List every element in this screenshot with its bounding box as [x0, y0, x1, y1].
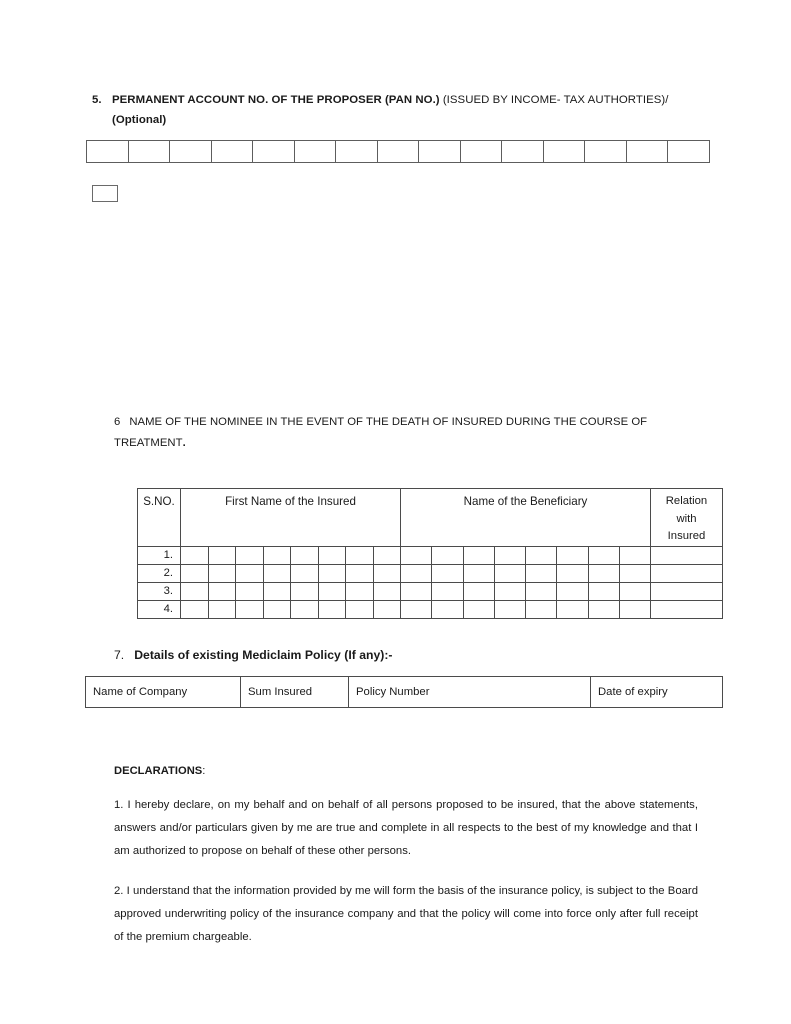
- nominee-beneficiary-field-1[interactable]: [401, 546, 651, 564]
- section-6-period: .: [182, 437, 186, 449]
- pan-cell-11[interactable]: [502, 141, 544, 162]
- beneficiary-cell-2-6[interactable]: [557, 565, 588, 582]
- insured-cell-3-5[interactable]: [291, 583, 319, 600]
- insured-cell-1-1[interactable]: [181, 547, 209, 564]
- insured-cell-4-4[interactable]: [264, 601, 292, 618]
- mediclaim-policy-table: [85, 676, 723, 708]
- insured-cell-2-5[interactable]: [291, 565, 319, 582]
- pan-cell-15[interactable]: [668, 141, 709, 162]
- nominee-header-beneficiary: Name of the Beneficiary: [401, 489, 651, 547]
- insured-cell-4-2[interactable]: [209, 601, 237, 618]
- insured-cell-4-3[interactable]: [236, 601, 264, 618]
- beneficiary-comb-row-1[interactable]: [401, 547, 650, 564]
- beneficiary-cell-4-4[interactable]: [495, 601, 526, 618]
- section-5-title-regular: (ISSUED BY INCOME- TAX AUTHORTIES)/: [439, 94, 669, 106]
- beneficiary-cell-1-4[interactable]: [495, 547, 526, 564]
- section-5-number: 5.: [92, 94, 102, 106]
- insured-cell-3-4[interactable]: [264, 583, 292, 600]
- section-5-title-bold: PERMANENT ACCOUNT NO. OF THE PROPOSER (PAN NO.): [112, 94, 440, 106]
- beneficiary-cell-4-8[interactable]: [620, 601, 650, 618]
- insured-cell-3-7[interactable]: [346, 583, 374, 600]
- insured-cell-1-8[interactable]: [374, 547, 401, 564]
- declarations-title: [114, 765, 698, 777]
- declarations-section: [114, 765, 698, 949]
- insured-cell-4-1[interactable]: [181, 601, 209, 618]
- insured-cell-3-1[interactable]: [181, 583, 209, 600]
- section-5-heading: [92, 90, 710, 130]
- beneficiary-cell-3-4[interactable]: [495, 583, 526, 600]
- pan-cell-1[interactable]: [87, 141, 129, 162]
- beneficiary-cell-3-3[interactable]: [464, 583, 495, 600]
- pan-cell-2[interactable]: [129, 141, 171, 162]
- beneficiary-cell-1-3[interactable]: [464, 547, 495, 564]
- beneficiary-comb-row-2[interactable]: [401, 565, 650, 582]
- beneficiary-cell-1-8[interactable]: [620, 547, 650, 564]
- table-row: [138, 546, 723, 564]
- insured-cell-2-7[interactable]: [346, 565, 374, 582]
- beneficiary-cell-4-1[interactable]: [401, 601, 432, 618]
- nominee-row-sno-2: 2.: [138, 564, 181, 582]
- mediclaim-header-4[interactable]: Date of expiry: [591, 677, 723, 708]
- nominee-relation-field-2[interactable]: [651, 564, 723, 582]
- insured-comb-row-4[interactable]: [181, 601, 400, 618]
- relation-line-2: with: [676, 512, 697, 525]
- beneficiary-cell-3-6[interactable]: [557, 583, 588, 600]
- insured-cell-3-8[interactable]: [374, 583, 401, 600]
- pan-cell-7[interactable]: [336, 141, 378, 162]
- insured-comb-row-1[interactable]: [181, 547, 400, 564]
- insured-cell-2-4[interactable]: [264, 565, 292, 582]
- nominee-beneficiary-field-4[interactable]: [401, 600, 651, 618]
- beneficiary-cell-2-1[interactable]: [401, 565, 432, 582]
- insured-cell-2-3[interactable]: [236, 565, 264, 582]
- insured-cell-1-2[interactable]: [209, 547, 237, 564]
- section-5-line: [92, 90, 710, 130]
- beneficiary-cell-1-7[interactable]: [589, 547, 620, 564]
- insured-comb-row-3[interactable]: [181, 583, 400, 600]
- nominee-header-first-name: First Name of the Insured: [181, 489, 401, 547]
- beneficiary-cell-1-6[interactable]: [557, 547, 588, 564]
- pan-cell-8[interactable]: [378, 141, 420, 162]
- insured-comb-row-2[interactable]: [181, 565, 400, 582]
- nominee-table: [137, 488, 723, 619]
- insured-cell-2-6[interactable]: [319, 565, 347, 582]
- section-5-optional-label: (Optional): [112, 114, 167, 126]
- pan-cell-3[interactable]: [170, 141, 212, 162]
- beneficiary-cell-2-2[interactable]: [432, 565, 463, 582]
- table-row: [138, 582, 723, 600]
- insured-cell-1-6[interactable]: [319, 547, 347, 564]
- table-row: [138, 600, 723, 618]
- pan-cell-4[interactable]: [212, 141, 254, 162]
- pan-cell-6[interactable]: [295, 141, 337, 162]
- beneficiary-cell-2-8[interactable]: [620, 565, 650, 582]
- beneficiary-cell-4-2[interactable]: [432, 601, 463, 618]
- nominee-header-relation: [651, 489, 723, 547]
- insured-cell-1-4[interactable]: [264, 547, 292, 564]
- pan-declaration-checkbox[interactable]: [92, 185, 118, 202]
- nominee-table-header-row: [138, 489, 723, 547]
- beneficiary-cell-3-8[interactable]: [620, 583, 650, 600]
- insured-cell-4-5[interactable]: [291, 601, 319, 618]
- nominee-insured-field-4[interactable]: [181, 600, 401, 618]
- declaration-paragraph-2: 2. I understand that the information provided by me will form the basis of the insurance policy, is subject to the Board approved underwriting policy of the insurance company and that the policy will come into force only after full receipt of the premium chargeable.: [114, 885, 698, 943]
- nominee-relation-field-3[interactable]: [651, 582, 723, 600]
- mediclaim-header-row: [86, 677, 723, 708]
- nominee-beneficiary-field-3[interactable]: [401, 582, 651, 600]
- insured-cell-1-3[interactable]: [236, 547, 264, 564]
- nominee-insured-field-2[interactable]: [181, 564, 401, 582]
- relation-line-3: Insured: [667, 530, 706, 542]
- pan-cell-5[interactable]: [253, 141, 295, 162]
- beneficiary-comb-row-4[interactable]: [401, 601, 650, 618]
- insured-cell-4-8[interactable]: [374, 601, 401, 618]
- mediclaim-header-1[interactable]: Name of Company: [86, 677, 241, 708]
- pan-cell-12[interactable]: [544, 141, 586, 162]
- relation-line-1: Relation: [665, 495, 708, 507]
- section-5-text: [112, 90, 702, 130]
- declarations-title-colon: :: [202, 765, 206, 777]
- nominee-row-sno-1: 1.: [138, 546, 181, 564]
- nominee-relation-field-1[interactable]: [651, 546, 723, 564]
- beneficiary-cell-4-5[interactable]: [526, 601, 557, 618]
- insured-cell-1-5[interactable]: [291, 547, 319, 564]
- nominee-relation-field-4[interactable]: [651, 600, 723, 618]
- nominee-insured-field-1[interactable]: [181, 546, 401, 564]
- beneficiary-cell-2-7[interactable]: [589, 565, 620, 582]
- beneficiary-cell-2-5[interactable]: [526, 565, 557, 582]
- insured-cell-3-6[interactable]: [319, 583, 347, 600]
- insured-cell-3-2[interactable]: [209, 583, 237, 600]
- insured-cell-3-3[interactable]: [236, 583, 264, 600]
- nominee-header-sno: S.NO.: [138, 489, 181, 547]
- section-6-number: 6: [114, 416, 121, 428]
- pan-cell-9[interactable]: [419, 141, 461, 162]
- pan-cell-13[interactable]: [585, 141, 627, 162]
- nominee-insured-field-3[interactable]: [181, 582, 401, 600]
- declarations-title-text: DECLARATIONS: [114, 765, 203, 777]
- beneficiary-cell-2-3[interactable]: [464, 565, 495, 582]
- nominee-row-sno-4: 4.: [138, 600, 181, 618]
- beneficiary-cell-3-1[interactable]: [401, 583, 432, 600]
- pan-number-comb-field[interactable]: [86, 140, 710, 163]
- beneficiary-cell-1-5[interactable]: [526, 547, 557, 564]
- insured-cell-1-7[interactable]: [346, 547, 374, 564]
- beneficiary-cell-1-1[interactable]: [401, 547, 432, 564]
- section-6-line-1: NAME OF THE NOMINEE IN THE EVENT OF THE DEATH OF INSURED DURING THE COURSE OF: [129, 416, 648, 428]
- beneficiary-cell-4-7[interactable]: [589, 601, 620, 618]
- beneficiary-cell-3-7[interactable]: [589, 583, 620, 600]
- insured-cell-2-8[interactable]: [374, 565, 401, 582]
- beneficiary-cell-4-3[interactable]: [464, 601, 495, 618]
- declaration-paragraph-1: 1. I hereby declare, on my behalf and on behalf of all persons proposed to be insured, that the above statements, answers and/or particulars given by me are true and complete in all respects to the best of my knowledge and that I am authorized to propose on behalf of these other persons.: [114, 799, 698, 857]
- beneficiary-cell-3-2[interactable]: [432, 583, 463, 600]
- section-7-title: Details of existing Mediclaim Policy (If any):-: [134, 648, 393, 662]
- insured-cell-4-6[interactable]: [319, 601, 347, 618]
- section-6-heading: [114, 412, 704, 454]
- beneficiary-cell-4-6[interactable]: [557, 601, 588, 618]
- insured-cell-2-2[interactable]: [209, 565, 237, 582]
- mediclaim-header-2[interactable]: Sum Insured: [241, 677, 349, 708]
- beneficiary-cell-2-4[interactable]: [495, 565, 526, 582]
- mediclaim-header-3[interactable]: Policy Number: [349, 677, 591, 708]
- insured-cell-4-7[interactable]: [346, 601, 374, 618]
- section-6-line-2: TREATMENT: [114, 437, 183, 449]
- beneficiary-comb-row-3[interactable]: [401, 583, 650, 600]
- section-7-heading: [114, 648, 393, 662]
- nominee-row-sno-3: 3.: [138, 582, 181, 600]
- nominee-beneficiary-field-2[interactable]: [401, 564, 651, 582]
- section-7-number: 7.: [114, 648, 125, 662]
- pan-cell-14[interactable]: [627, 141, 669, 162]
- insured-cell-2-1[interactable]: [181, 565, 209, 582]
- pan-cell-10[interactable]: [461, 141, 503, 162]
- beneficiary-cell-1-2[interactable]: [432, 547, 463, 564]
- beneficiary-cell-3-5[interactable]: [526, 583, 557, 600]
- table-row: [138, 564, 723, 582]
